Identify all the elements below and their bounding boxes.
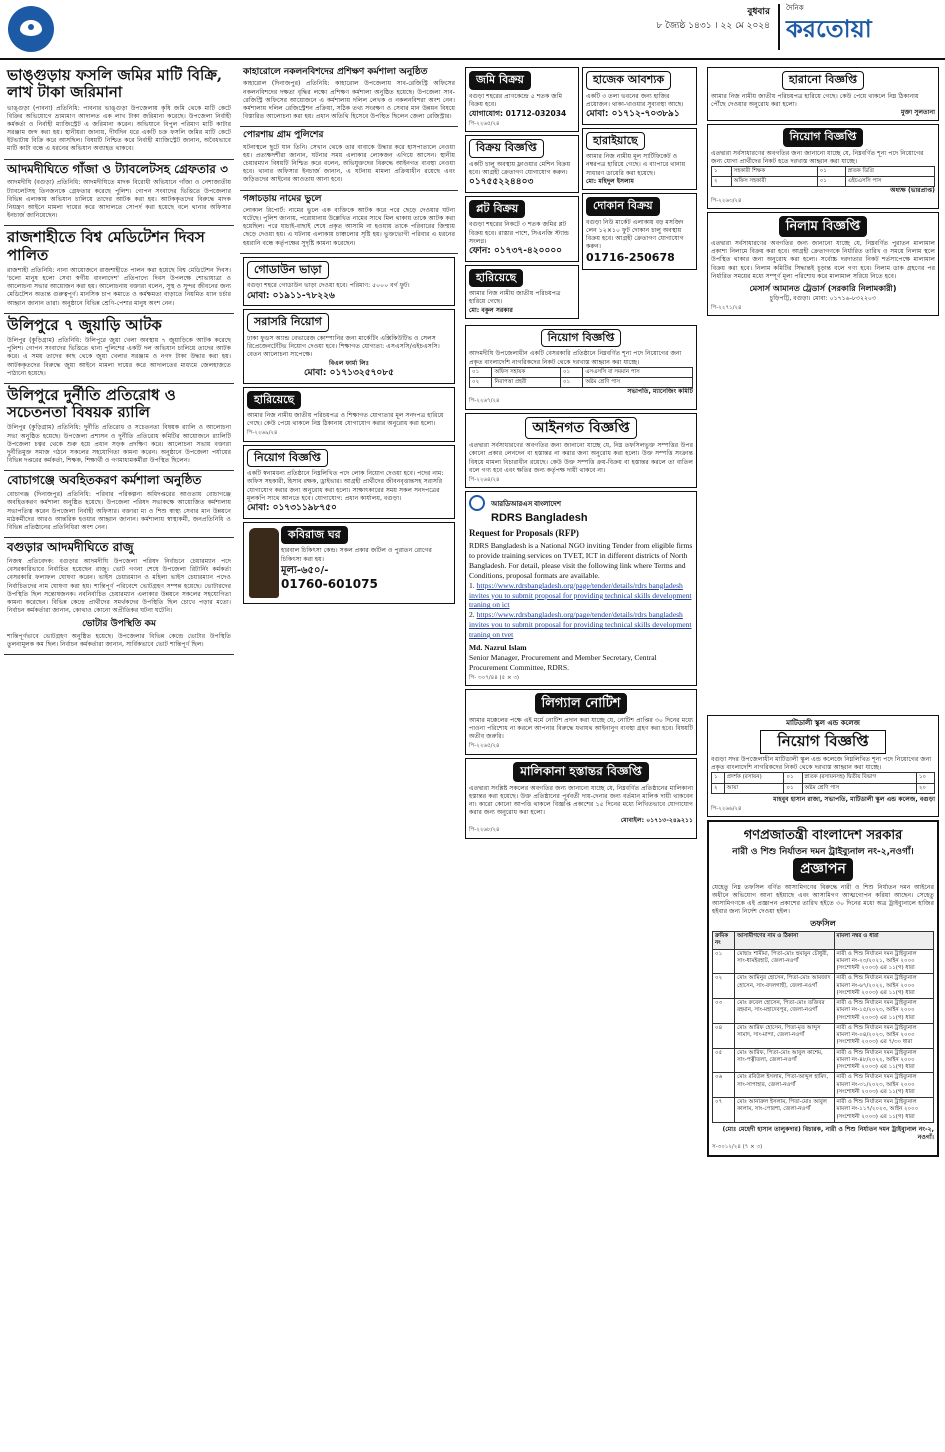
ad-company: মেসার্স আমানত ট্রেডার্স (সরকারি নিলামকারী) [749, 284, 897, 293]
ad-ref: পি-২২৬৩/২৪ [711, 197, 742, 204]
cell: ০৩ [713, 999, 735, 1024]
ad-name: মো: বকুল সরকার [469, 306, 513, 314]
ad-sign: অধ্যক্ষ (ভারপ্রাপ্ত) [890, 187, 935, 195]
column-header: আসামীগণের নাম ও ঠিকানা [735, 932, 834, 950]
table-row [712, 783, 935, 793]
ad-text: এতদ্বারা সংশ্লিষ্ট সকলের অবগতির জন্য জানানো যাচ্ছে যে, নিম্নবর্ণিত প্রতিষ্ঠানের মালিকানা হস্তান্তর করা হয়েছে। উক্ত প্রতিষ্ঠানের পূর্ববর্তী দায়-দেনার জন্য বর্তমান মালিক দায়ী থাকবেন না। কারো কোনো আপত্তি থাকলে বিজ্ঞপ্তি প্রকাশের ১৫ দিনের মধ্যে লিখিতভাবে যোগাযোগ করার জন্য অনুরোধ করা হলো। [469, 784, 693, 817]
ad-plot-sale [465, 196, 579, 262]
accused-table [712, 931, 934, 1123]
ad-phone: 01760-601075 [281, 576, 378, 591]
table-row [713, 999, 934, 1024]
ad-legal [465, 413, 697, 488]
job-table [469, 367, 693, 389]
rfp-link-tvet[interactable]: https://www.rdrsbangladesh.org/page/tender/details/rdrs bangladesh invites you to submit proposal for providing technical skills development traning on tvet [469, 610, 692, 640]
column-1 [4, 64, 234, 1448]
ad-lost [465, 265, 579, 319]
article-fine [4, 64, 234, 160]
ad-text: বগুড়া শহরের প্রাণকেন্দ্রে ৫ শতক জমি বিক্রয় হবে। [469, 92, 563, 108]
job-table [711, 772, 935, 794]
ad-text: আদমদীঘি উপজেলাধীন একটি বেসরকারি প্রতিষ্ঠানে নিম্নবর্ণিত শূন্য পদে নিয়োগের জন্য প্রকৃত বাংলাদেশি নাগরিকদের নিকট থেকে দরখাস্ত আহ্বান করা যাচ্ছে। [469, 350, 682, 366]
ad-title: নিয়োগ বিজ্ঞপ্তি [541, 329, 622, 348]
ad-phone: মোবা: ০১৭১৩২৫৭০৮৫ [304, 367, 394, 378]
article-headline: বগুড়ার আদমদীঘিতে রাজু [7, 540, 134, 555]
table-row [712, 166, 935, 176]
ad-lost [243, 387, 455, 442]
cell: ১ [712, 773, 725, 783]
ad-text: আমার নিজ নামীয় জাতীয় পরিচয়পত্র হারিয়ে গেছে। [469, 290, 561, 306]
ad-lost-notice [582, 128, 697, 190]
ad-godown [243, 257, 455, 307]
ad-text: আমার নিজ নামীয় জাতীয় পরিচয়পত্র ও শিক্ষাগত যোগ্যতার মূল সনদপত্র হারিয়ে গেছে। কেউ পেয়ে থাকলে নিম্ন ঠিকানায় যোগাযোগ করার অনুরোধ করা হলো। [247, 412, 444, 428]
cell: স্নাতক ডিগ্রি [845, 166, 934, 176]
cell: প্রদর্শক (রসায়ন) [724, 773, 784, 783]
rfp-title: Request for Proposals (RFP) [469, 527, 579, 538]
cell: নারী ও শিশু নির্যাতন দমন ট্রাইব্যুনাল মামলা নং-০৪/২০২৩, আইন ২০০০ (সংশোধনী ২০০৩) এর ৭/৩০ ধারা [834, 1023, 933, 1048]
eye-logo-icon [8, 6, 54, 52]
ad-lost-announcement [707, 67, 939, 121]
cell: নারী ও শিশু নির্যাতন দমন ট্রাইব্যুনাল মামলা নং-১১৭/২০২৩, আইন ২০০০ (সংশোধনী ২০০৩) এর ১১(গ) ধারা [834, 1098, 933, 1123]
ad-school-job [707, 715, 939, 817]
ad-ref: পি-২২৬৫/২৪ [469, 120, 500, 127]
ad-title: মালিকানা হস্তান্তর বিজ্ঞপ্তি [513, 762, 649, 782]
cell: মোছাঃ শামীমা, পিতা-মোঃ হুমায়ুন চৌধুরী, সাং-ধামইরহাট, জেলা-নওগাঁ [735, 949, 834, 974]
article-election [4, 538, 234, 655]
table-row [713, 1023, 934, 1048]
ad-hajir [582, 67, 697, 125]
article-body: উলিপুর (কুড়িগ্রাম) প্রতিনিধি: দুর্নীতি প্রতিরোধ ও সচেতনতা বিষয়ক র‍্যালি ও আলোচনা সভা অনুষ্ঠিত হয়েছে। উপজেলা প্রশাসন ও দুর্নীতি প্রতিরোধ কমিটির আয়োজনে র‍্যালিটি উপজেলা চত্বর থেকে শুরু হয়ে প্রধান সড়ক প্রদক্ষিণ করে। আলোচনা সভায় বক্তারা দুর্নীতিমুক্ত সমাজ গঠনে সকলের সহযোগিতা কামনা করেন। অনুষ্ঠানে উপজেলা পর্যায়ের বিভিন্ন দপ্তরের কর্মকর্তা, শিক্ষক, শিক্ষার্থী ও গণমাধ্যমকর্মীরা উপস্থিত ছিলেন। [7, 424, 231, 465]
ad-title: হারানো বিজ্ঞপ্তি [782, 71, 864, 90]
cell: ০৪ [713, 1023, 735, 1048]
ad-price: মূল্য-৬৫০/- [281, 564, 329, 576]
cell: ০১ [784, 783, 802, 793]
cell: অফিস সহায়ক [492, 367, 561, 377]
ad-shop-sale [582, 193, 697, 270]
ad-text: ঢাকা ফুডস অ্যান্ড বেভারেজ কোম্পানির জন্য মার্কেটিং এক্সিকিউটিভ ও সেলস রিপ্রেজেনটেটিভ নিয়োগ দেওয়া হবে। শিক্ষাগত যোগ্যতা: এসএসসি/এইচএসসি। বেতন আলোচনা সাপেক্ষে। [247, 334, 440, 359]
cell: ০২ [470, 377, 492, 387]
article-headline: উলিপুরে দুর্নীতি প্রতিরোধ ও সচেতনতা বিষয়ক র‍্যালি [7, 385, 176, 422]
ad-address: চুড়িপট্টি, বগুড়া। মোবা: ০১৭১৬-৮৩২২০৩ [769, 294, 877, 302]
cell: ২০ [916, 783, 934, 793]
ad-text: একটি স্বনামধন্য প্রতিষ্ঠানে নিম্নলিখিত পদে লোক নিয়োগ দেওয়া হবে। পদের নাম: অফিস সহকারী, হিসাব রক্ষক, ড্রাইভার। আগ্রহী প্রার্থীদের জীবনবৃত্তান্তসহ সরাসরি যোগাযোগ করার জন্য অনুরোধ করা হলো। সাক্ষাৎকারের সময় সকল সনদপত্রের মূলকপি সাথে আনতে হবে। যোগাযোগ: প্রধান কার্যালয়, বগুড়া। [247, 470, 444, 502]
ad-title: জমি বিক্রয় [469, 71, 531, 90]
table-row [712, 773, 935, 783]
article-body: লোকাল রিপোর্ট: নামের ভুলে এক ব্যক্তিকে আটক করে পরে ছেড়ে দেওয়ার ঘটনা ঘটেছে। পুলিশ জানায়, পরোয়ানায় উল্লেখিত নামের সাথে মিল থাকায় তাকে আটক করা হয়েছিল। পরে যাচাই-বাছাই শেষে প্রকৃত আসামি না হওয়ায় তাকে পরিবারের জিম্মায় ছেড়ে দেওয়া হয়। এ ঘটনায় এলাকায় চাঞ্চল্যের সৃষ্টি হয়। ভুক্তভোগী পরিবার এ ধরনের হয়রানি বন্ধে কর্তৃপক্ষের সুদৃষ্টি কামনা করেছেন। [243, 206, 455, 247]
article-body: কাহারোল (দিনাজপুর) প্রতিনিধি: কাহারোল উপজেলায় সাব-রেজিস্ট্রি অফিসের নকলনবিশদের দক্ষতা বৃদ্ধির লক্ষ্যে প্রশিক্ষণ কর্মশালা অনুষ্ঠিত হয়েছে। উপজেলা সাব-রেজিস্ট্রি অফিসের আয়োজনে এ কর্মশালায় দলিল লেখক ও নকলনবিশরা অংশ নেন। কর্মশালায় দলিল রেজিস্ট্রেশন প্রক্রিয়া, সঠিক তথ্য সংরক্ষণ ও সেবার মান উন্নয়ন বিষয়ে বিস্তারিত আলোচনা করা হয়। প্রধান অতিথি হিসেবে উপস্থিত ছিলেন জেলা রেজিস্ট্রার। [243, 80, 455, 121]
gov-subtitle: নারী ও শিশু নির্যাতন দমন ট্রাইব্যুনাল নং-২,নওগাঁ। [732, 846, 914, 857]
ad-text: আমার মক্কেলের পক্ষে এই মর্মে নোটিশ প্রদান করা যাচ্ছে যে, নোটিশ প্রাপ্তির ৩০ দিনের মধ্যে পাওনা পরিশোধ না করলে আপনার বিরুদ্ধে যথাযথ আইনানুগ ব্যবস্থা গ্রহণ করা হবে। বিষয়টি অতীব জরুরি। [469, 716, 693, 741]
rfp-signatory: Md. Nazrul Islam [469, 642, 527, 652]
cell: ০২ [713, 974, 735, 999]
paper-title: করতোয়া [786, 14, 872, 44]
ad-title: নিয়োগ বিজ্ঞপ্তি [247, 449, 328, 468]
article-headline: গঙ্গাচড়ায় নামের ভুলে [243, 193, 322, 204]
ad-sale [465, 135, 579, 193]
article-headline: উলিপুরে ৭ জুয়াড়ি আটক [7, 315, 162, 334]
article-body: শান্তিপূর্ণভাবে ভোটগ্রহণ অনুষ্ঠিত হয়েছে। উপজেলার বিভিন্ন কেন্দ্রে ভোটার উপস্থিতি তুলনামূলক কম ছিল। নির্বাচন কর্মকর্তারা জানান, সার্বিকভাবে ভোট শান্তিপূর্ণ ছিল। [7, 632, 231, 648]
column-3 [462, 64, 700, 1448]
ad-ref: পি-২২৬৮/২৪ [469, 827, 500, 834]
cell: ০১ [817, 177, 845, 187]
ad-title: প্রজ্ঞাপন [793, 858, 853, 880]
job-table [711, 166, 935, 188]
cell: নারী ও শিশু নির্যাতন দমন ট্রাইব্যুনাল মামলা নং-৪৮/২০২২, আইন ২০০০ (সংশোধনী ২০০৩) এর ১১(গ) ধারা [834, 1048, 933, 1073]
ad-company: বিএল ফার্মা লিঃ [328, 359, 370, 367]
article-arrest [4, 160, 234, 227]
ad-auction [707, 212, 939, 316]
cell: নারী ও শিশু নির্যাতন দমন ট্রাইব্যুনাল মামলা নং-৬৭/২০২২, আইন ২০০০ (সংশোধনী ২০০৩) এর ১১(গ) ধারা [834, 974, 933, 999]
article-body: বোচাগঞ্জ (দিনাজপুর) প্রতিনিধি: পরিবার পরিকল্পনা অধিদপ্তরের আওতায় বোচাগঞ্জে অবহিতকরণ কর্মশালা অনুষ্ঠিত হয়েছে। উপজেলা পরিষদ সভাকক্ষে আয়োজিত কর্মশালায় সভাপতিত্ব করেন উপজেলা নির্বাহী অফিসার। বক্তারা মা ও শিশু স্বাস্থ্য সেবার মান উন্নয়নে মাঠকর্মীদের আরও আন্তরিক হওয়ার আহ্বান জানান। কর্মশালায় স্বাস্থ্যকর্মী, জনপ্রতিনিধি ও বিভিন্ন প্রতিষ্ঠানের প্রতিনিধিরা অংশ নেন। [7, 491, 231, 531]
ad-sign: মোবাইল: ০১৭১৩-২৪৯২১১ [620, 817, 693, 825]
column-header: মামলা নম্বর ও ধারা [834, 932, 933, 950]
cell: এইচএসসি পাস [845, 177, 934, 187]
cell: মোঃ রবিউল ইসলাম, পিতা-আব্দুল হামিদ, সাং-সাপাহার, জেলা-নওগাঁ [735, 1073, 834, 1098]
ad-text: হারবাল চিকিৎসা কেন্দ্র। সকল প্রকার জটিল ও পুরাতন রোগের চিকিৎসা করা হয়। [281, 547, 432, 563]
ad-title: দোকান বিক্রয় [586, 197, 660, 216]
ad-title: নিয়োগ বিজ্ঞপ্তি [783, 128, 864, 147]
cell: স্নাতক (রসায়নসহ) দ্বিতীয় বিভাগ [802, 773, 916, 783]
cell: আয়া [724, 783, 784, 793]
ad-ref: পি-২২৬৪/২৪ [469, 476, 500, 483]
ad-ownership-transfer [465, 758, 697, 839]
ad-text: বগুড়া শহরের নিকটে ৩ শতক জমির প্লট বিক্রয় হবে। রাস্তার পাশে, সিএনজি স্ট্যান্ড সংলগ্ন। [469, 221, 569, 245]
paper-prefix: দৈনিক [786, 4, 804, 12]
cell: মোঃ আনারুল ইসলাম, পিতা-মোঃ আবুল কালাম, সাং-পোরশা, জেলা-নওগাঁ [735, 1098, 834, 1123]
column-header: ক্রমিক নং [713, 932, 735, 950]
ad-job-announcement [707, 124, 939, 209]
ad-sign: সভাপতি, ম্যানেজিং কমিটি [627, 388, 693, 396]
ad-ref: পি-২২৬৭/২৪ [469, 398, 500, 405]
table-row [470, 367, 693, 377]
article-body: ভাঙ্গুড়া (পাবনা) প্রতিনিধি: পাবনার ভাঙ্গুড়া উপজেলায় কৃষি জমি থেকে মাটি কেটে বিক্রির অভিযোগে ভ্রাম্যমাণ আদালত এক লাখ টাকা জরিমানা করেছে। উপজেলা নির্বাহী কর্মকর্তা ও নির্বাহী ম্যাজিস্ট্রেট এ জরিমানা করেন। অভিযানে বিপুল পরিমাণ মাটি কাটার সরঞ্জাম জব্দ করা হয়। স্থানীয়রা জানায়, দীর্ঘদিন ধরে একটি চক্র ফসলি জমির মাটি কেটে ইটভাটায় বিক্রি করে আসছিল। বিষয়টি নিশ্চিত করে নির্বাহী ম্যাজিস্ট্রেট জানান, অবৈধভাবে মাটি কাটা বন্ধে এ ধরনের অভিযান অব্যাহত থাকবে। [7, 104, 231, 153]
cell: এসএসসি বা সমমান পাস [583, 367, 693, 377]
cell: নারী ও শিশু নির্যাতন দমন ট্রাইব্যুনাল মামলা নং-১৫/২০২৩, আইন ২০০০ (সংশোধনী ২০০৩) এর ১১(গ) ধারা [834, 999, 933, 1024]
article-rally [4, 384, 234, 471]
ad-title: হারিয়েছে [247, 391, 301, 410]
ad-title: নিলাম বিজ্ঞপ্তি [779, 216, 867, 237]
table-row [712, 177, 935, 187]
ad-sign: (মোঃ মেহেদী হাসান তালুকদার) বিচারক, নারী ও শিশু নির্যাতন দমন ট্রাইব্যুনাল নং-২, নওগাঁ। [722, 1125, 934, 1142]
ad-title: বিক্রয় বিজ্ঞপ্তি [469, 139, 544, 158]
ad-title: হারাইয়াছে [586, 132, 645, 151]
cell: অফিস সহকারী [731, 177, 817, 187]
rdrs-name-bn: আরডিআরএস বাংলাদেশ [491, 501, 561, 509]
column-4 [704, 64, 942, 704]
rfp-role: Senior Manager, Procurement and Member Secretary, Central Procurement Committee, RDRS. [469, 652, 657, 672]
ad-legal-notice [465, 689, 697, 755]
article-body: রাজশাহী প্রতিনিধি: নানা আয়োজনে রাজশাহীতে পালন করা হয়েছে বিশ্ব মেডিটেশন দিবস। 'চলো মানুষ হলো সেবা স্বর্গীয় বাংলাদেশ' প্রতিপাদ্যে দিবস উপলক্ষে শোভাযাত্রা ও আলোচনা সভার আয়োজন করা হয়। আলোচনায় বক্তারা বলেন, সুস্থ ও সুন্দর জীবনের জন্য মেডিটেশন অত্যন্ত গুরুত্বপূর্ণ। মানসিক চাপ কমাতে ও কর্মক্ষমতা বাড়াতে নিয়মিত ধ্যান চর্চার আহ্বান জানান তারা। অনুষ্ঠানে বিভিন্ন শ্রেণি-পেশার মানুষ অংশ নেন। [7, 266, 231, 307]
table-row [713, 1048, 934, 1073]
table-header [713, 932, 934, 950]
rdrs-name-en: RDRS Bangladesh [491, 512, 588, 525]
ad-title: হাজেক আবশ্যক [586, 71, 671, 90]
rdrs-logo-icon [469, 495, 485, 511]
cell: ০১ [784, 773, 802, 783]
ad-title: আইনগত বিজ্ঞপ্তি [525, 417, 636, 439]
cell: ২ [712, 783, 725, 793]
cell: ১০ [916, 773, 934, 783]
cell: অষ্টম শ্রেণি পাস [802, 783, 916, 793]
cell: ২ [712, 177, 732, 187]
table-row [713, 949, 934, 974]
table-row [713, 1073, 934, 1098]
ad-ref: পি-২২৬৫/২৪ [469, 743, 500, 750]
ad-ref: পি-২২৬৯/২৪ [247, 430, 278, 437]
medicine-bottle-icon [249, 528, 279, 598]
column-5 [704, 712, 942, 1448]
ad-phone: 01716-250678 [586, 251, 675, 265]
article-training [240, 64, 458, 127]
ad-rdrs-rfp [465, 491, 697, 686]
table-row [713, 974, 934, 999]
ad-title: লিগ্যাল নোটিশ [535, 693, 628, 714]
cell: অষ্টম শ্রেণি পাস [583, 377, 693, 387]
cell: ০১ [817, 166, 845, 176]
ad-phone: যোগাযোগ: 01712-032034 [469, 108, 567, 118]
cell: ০৭ [713, 1098, 735, 1123]
ad-title: প্লট বিক্রয় [469, 200, 525, 219]
cell: নারী ও শিশু নির্যাতন দমন ট্রাইব্যুনাল মামলা নং-২৩/২০২১, আইন ২০০০ (সংশোধনী ২০০৩) এর ১১(গ) ধারা [834, 949, 933, 974]
weekday: বুধবার [747, 7, 770, 17]
cell: মোঃ আরিফ হোসেন, পিতা-মৃত আব্দুস সামাদ, সাং-মান্দা, জেলা-নওগাঁ [735, 1023, 834, 1048]
ad-title: সরাসরি নিয়োগ [247, 313, 329, 332]
ad-ref: পি-২২৭১/২৪ [711, 304, 742, 311]
cell: ০৫ [713, 1048, 735, 1073]
article-headline: ভাঙ্গুড়ায় ফসলি জমির মাটি বিক্রি, লাখ টাকা জরিমানা [7, 66, 223, 102]
ad-text: বগুড়া শহরে গোডাউন ভাড়া দেওয়া হবে। পরিমাণ: ৫০০০ বর্গ ফুট। [247, 282, 410, 290]
ad-job [243, 445, 455, 519]
article-headline: আদমদীঘিতে গাঁজা ও ট্যাবলেটসহ গ্রেফতার ৩ [7, 161, 228, 176]
article-headline: পোরশায় গ্রাম পুলিশের [243, 130, 324, 141]
table-row [713, 1098, 934, 1123]
cell: ০১ [560, 367, 582, 377]
ad-title: হারিয়েছে [469, 269, 523, 288]
ad-phone: মোবা: ০১৯১১-৭৮২২৬ [247, 290, 335, 301]
ad-sign: মাহবুব হাসান রাজা, সভাপতি, মাটিডালী স্কুল এন্ড কলেজ, বগুড়া [773, 795, 935, 803]
issue-date: ৮ জ্যৈষ্ঠ ১৪৩১ । ২২ মে ২০২৪ [656, 20, 770, 31]
gov-title: গণপ্রজাতন্ত্রী বাংলাদেশ সরকার [743, 828, 903, 844]
ad-name: মো: মহিদুল ইসলাম [586, 177, 634, 185]
paper-name [778, 4, 938, 50]
cell: নিরাপত্তা প্রহরী [492, 377, 561, 387]
cell: ১ [712, 166, 732, 176]
ad-text: এতদ্বারা সর্বসাধারণের অবগতির জন্য জানানো যাচ্ছে যে, নিম্নবর্ণিত শূন্য পদে নিয়োগের জন্য যোগ্য প্রার্থীদের নিকট হতে দরখাস্ত আহ্বান করা যাচ্ছে। [711, 149, 924, 165]
article-meditation [4, 226, 234, 313]
cell: ০১ [713, 949, 735, 974]
article-body: আদমদীঘি (বগুড়া) প্রতিনিধি: আদমদীঘিতে মাদক বিরোধী অভিযানে গাঁজা ও নেশাজাতীয় ট্যাবলেটসহ তিনজনকে গ্রেফতার করেছে পুলিশ। গোপন সংবাদের ভিত্তিতে উপজেলার বিভিন্ন এলাকায় অভিযান চালিয়ে তাদের আটক করা হয়। আটককৃতদের বিরুদ্ধে মাদক নিয়ন্ত্রণ আইনে মামলা দায়ের করে আদালতে সোপর্দ করা হয়েছে বলে থানার অফিসার ইনচার্জ জানিয়েছেন। [7, 179, 231, 220]
ad-title: নিয়োগ বিজ্ঞপ্তি [760, 730, 885, 754]
ad-title: গোডাউন ভাড়া [247, 261, 329, 280]
ad-phone: ০১৭৫৫২২৪৪০৩ [469, 176, 534, 187]
ad-text: এতদ্বারা সর্বসাধারণের অবগতির জন্য জানানো যাচ্ছে যে, নিম্ন তফসিলভুক্ত সম্পত্তির উপর কোনো প্রকার লেনদেন বা হস্তান্তর না করার জন্য অনুরোধ করা হলো। উক্ত সম্পত্তি সংক্রান্ত বিষয়ে মামলা বিচারাধীন রয়েছে। কেউ উক্ত সম্পত্তি ক্রয়-বিক্রয় বা হস্তান্তর করলে তা বাতিল বলে গণ্য হবে এবং ক্ষতির জন্য কর্তৃপক্ষ দায়ী থাকবে না। [469, 442, 693, 474]
school-name: মাটিডালী স্কুল এন্ড কলেজ [786, 719, 860, 727]
article-police [240, 127, 458, 190]
rfp-link-ict[interactable]: https://www.rdrsbangladesh.org/page/tender/details/rdrs bangladesh invites you to submit proposal for providing technical skills development traning on ict [469, 580, 692, 610]
ad-recruit [243, 309, 455, 383]
cell: মোঃ আরিফ, পিতা-মোঃ আবুল কাশেম, সাং-পত্নীতলা, জেলা-নওগাঁ [735, 1048, 834, 1073]
article-headline: বোচাগঞ্জে অবহিতকরণ কর্মশালা অনুষ্ঠিত [7, 473, 202, 488]
ad-phone: মোবা: ০১৭৩১১৯৮৭৫০ [247, 502, 337, 513]
ad-proclamation [707, 820, 939, 1156]
cell: মোঃ রুবেল হোসেন, পিতা-মোঃ তজিবর রহমান, সাং-মহাদেবপুর, জেলা-নওগাঁ [735, 999, 834, 1024]
ad-text: একটি ৩ তলা ভবনের জন্য হাজির প্রয়োজন। থাকা-খাওয়ার সুব্যবস্থা আছে। [586, 92, 684, 108]
rfp-body: RDRS Bangladesh is a National NGO inviting Tender from eligible firms to provide training services on TVET, ICT in different districts of North Bangladesh. For detail, please visit the following link where Terms and Conditions, proposal formats are available. [469, 541, 693, 580]
cell: সহকারী শিক্ষক [731, 166, 817, 176]
article-headline: রাজশাহীতে বিশ্ব মেডিটেশন দিবস পালিত [7, 228, 205, 264]
article-headline: কাহারোলে নকলনবিশদের প্রশিক্ষণ কর্মশালা অনুষ্ঠিত [243, 67, 428, 77]
ad-text: একটি চালু অবস্থায় ফ্লাওয়ার মেশিন বিক্রয় হবে। আগ্রহী ক্রেতাগণ যোগাযোগ করুন। [469, 160, 571, 176]
article-workshop [4, 471, 234, 538]
ad-ref: পি- ৩০৭/৪৪ (৫ × ৩) [469, 674, 520, 681]
column-2 [240, 64, 458, 1448]
article-body: ঘটনাস্থলে ছুটে যান তিনি। সেখান থেকে তার বাবাকে উদ্ধার করে হাসপাতালে নেওয়া হয়। প্রত্যক্ষদর্শীরা জানান, ঘটনার সময় এলাকার লোকজন এগিয়ে আসেন। স্থানীয় চেয়ারম্যান বিষয়টি নিশ্চিত করে বলেন, অভিযুক্তদের বিরুদ্ধে আইনগত ব্যবস্থা নেওয়া হবে। থানার অফিসার ইনচার্জ জানান, এ ঘটনায় মামলা প্রক্রিয়াধীন রয়েছে এবং জড়িতদের আইনের আওতায় আনা হবে। [243, 143, 455, 184]
ad-text: আমার নিজ নামীয় মূল সার্টিফিকেট ও নম্বরপত্র হারিয়ে গেছে। এ ব্যাপারে থানায় সাধারণ ডায়েরি করা হয়েছে। [586, 153, 686, 177]
cell: ০১ [560, 377, 582, 387]
ad-kobiraj [243, 522, 455, 604]
ad-text: আমার নিজ নামীয় জাতীয় পরিচয়পত্র হারিয়ে গেছে। কেউ পেয়ে থাকলে নিম্ন ঠিকানায় পৌঁছে দেওয়ার অনুরোধ করা হলো। [711, 92, 919, 108]
masthead [0, 0, 945, 60]
article-gamblers [4, 314, 234, 384]
dateline [640, 6, 770, 33]
ad-phone: মোবা: ০১৭১২-৭০৩৮৯১ [586, 108, 680, 119]
rdrs-logo [469, 495, 693, 526]
article-body: উলিপুর (কুড়িগ্রাম) প্রতিনিধি: উলিপুরে জুয়া খেলা অবস্থায় ৭ জুয়াড়িকে আটক করেছে পুলিশ। গোপন সংবাদের ভিত্তিতে থানা পুলিশের একটি দল অভিযান চালিয়ে তাদের আটক করে। এ সময় তাদের কাছ থেকে জুয়া খেলার সরঞ্জাম ও নগদ টাকা উদ্ধার করা হয়। আটককৃতদের বিরুদ্ধে জুয়া আইনে মামলা দায়ের করে আদালতের মাধ্যমে জেলহাজতে পাঠানো হয়েছে। [7, 337, 231, 377]
cell: ০৬ [713, 1073, 735, 1098]
ad-title: কবিরাজ ঘর [281, 526, 348, 545]
article-subhead: ভোটার উপস্থিতি কম [82, 619, 156, 630]
ad-land-sale [465, 67, 579, 132]
ad-phone: ফোন: ০১৭৩৭-৪২০০০০ [469, 245, 563, 256]
ad-text: এতদ্বারা সর্বসাধারণের অবগতির জন্য জানানো যাচ্ছে যে, নিম্নবর্ণিত পুরাতন মালামাল প্রকাশ্য নিলামে বিক্রয় করা হবে। আগ্রহী ক্রেতাগণকে নির্ধারিত তারিখ ও সময়ে নিলাম স্থলে উপস্থিত থাকার জন্য অনুরোধ করা হলো। সর্বোচ্চ দরদাতার নিকট শর্তসাপেক্ষে মালামাল বিক্রয় করা হবে। নিলাম কমিটির সিদ্ধান্তই চূড়ান্ত বলে গণ্য হবে। নিলাম ডাক গ্রহণের পর নির্ধারিত সময়ের মধ্যে সম্পূর্ণ মূল্য পরিশোধ করে মালামাল সরিয়ে নিতে হবে। [711, 240, 935, 280]
table-row [470, 377, 693, 387]
ad-name: মুক্তা সুলতানা [900, 108, 935, 116]
cell: নারী ও শিশু নির্যাতন দমন ট্রাইব্যুনাল মামলা নং-৩১/২০২৩, আইন ২০০০ (সংশোধনী ২০০৩) এর ১১(গ) ধারা [834, 1073, 933, 1098]
ad-text: বগুড়া সদর উপজেলাধীন মাটিডালী স্কুল এন্ড কলেজে নিম্নলিখিত শূন্য পদে নিয়োগের জন্য প্রকৃত বাংলাদেশি নাগরিকদের নিকট থেকে দরখাস্ত আহ্বান করা যাচ্ছে। [711, 756, 932, 772]
ad-text: যেহেতু নিম্ন তফসিল বর্ণিত আসামিগণের বিরুদ্ধে নারী ও শিশু নির্যাতন দমন আইনের অধীনে অভিযোগ আনা হইয়াছে এবং আসামিগণ আত্মগোপন করিয়া আছেন। সেহেতু আসামিগণকে এই প্রজ্ঞাপন প্রকাশের তারিখ হইতে ৩০ দিনের মধ্যে অত্র ট্রাইব্যুনালে হাজির হইবার জন্য নির্দেশ দেওয়া হইল। [712, 883, 934, 916]
cell: ০১ [470, 367, 492, 377]
cell: মোঃ আমিনুর হোসেন, পিতা-মোঃ আমজাদ হোসেন, সাং-বদলগাছী, জেলা-নওগাঁ [735, 974, 834, 999]
ad-ref: স-৩০১২/২৪ (৭ × ৩) [712, 1144, 763, 1151]
article-body: নিজস্ব প্রতিবেদক: বগুড়ার আদমদীঘি উপজেলা পরিষদ নির্বাচনে চেয়ারম্যান পদে বেসরকারিভাবে নির্বাচিত হয়েছেন রাজু। ভোট গণনা শেষে উপজেলা রিটার্নিং কর্মকর্তা বেসরকারি ফলাফল ঘোষণা করেন। ভাইস চেয়ারম্যান ও মহিলা ভাইস চেয়ারম্যান পদেও নির্বাচিতদের নাম ঘোষণা করা হয়। শান্তিপূর্ণ পরিবেশে ভোটগ্রহণ সম্পন্ন হয়েছে। ভোটারদের উপস্থিতি ছিল সন্তোষজনক। নবনির্বাচিত চেয়ারম্যান এলাকার উন্নয়নে সকলের সহযোগিতা কামনা করেছেন। বিভিন্ন কেন্দ্রে প্রার্থীদের সমর্থকদের উপস্থিতি ছিল চোখে পড়ার মতো। নির্বাচন কর্মকর্তারা জানান, কোথাও কোনো অপ্রীতিকর ঘটনা ঘটেনি। [7, 557, 231, 615]
ad-ref: পি-২২৬৬/২৪ [711, 806, 742, 813]
ad-text: বগুড়া নিউ মার্কেট এলাকায় বড় মসজিদ লেন ১২×১০ ফুট দোকান চালু অবস্থায় বিক্রয় হবে। আগ্রহী ক্রেতাগণ যোগাযোগ করুন। [586, 218, 684, 251]
tofsil-label: তফসিল [810, 918, 836, 928]
rfp-links: 1. https://www.rdrsbangladesh.org/page/tender/details/rdrs bangladesh invites you to submit proposal for providing technical skills development traning on ict 2. https://www.rdrsbangladesh.org/page/tender/details/rdrs bangladesh invites you to submit proposal for providing technical skills development traning on tvet [469, 580, 692, 640]
article-name-mistake [240, 191, 458, 254]
ad-job-notice [465, 325, 697, 410]
